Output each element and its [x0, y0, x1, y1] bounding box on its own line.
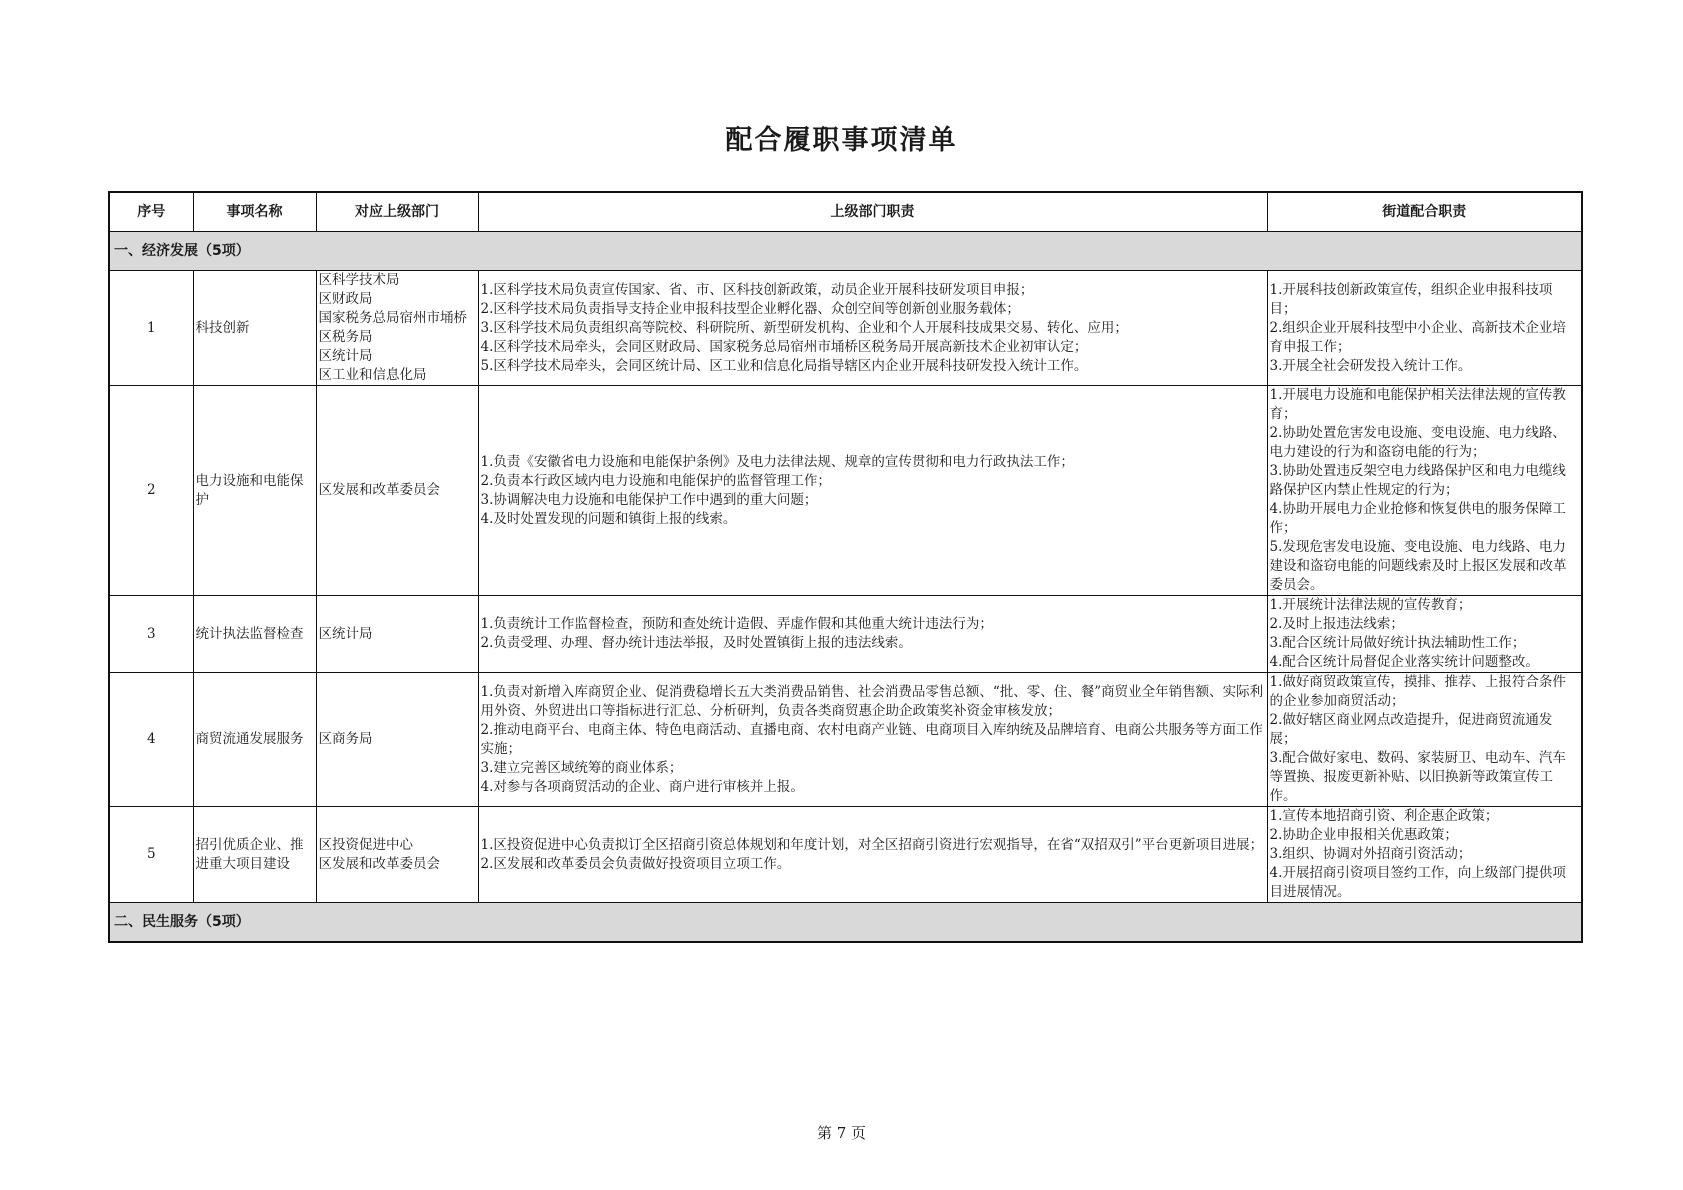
text-line: 区工业和信息化局	[318, 367, 427, 383]
text-line: 2.协助企业申报相关优惠政策；	[1269, 827, 1458, 843]
text-line: 4.对参与各项商贸活动的企业、商户进行审核并上报。	[480, 778, 804, 795]
text-line: 5.区科学技术局牵头，会同区统计局、区工业和信息化局指导辖区内企业开展科技研发投入统计工作。	[480, 357, 1088, 374]
header-item-name: 事项名称	[193, 192, 316, 232]
section-row	[109, 903, 1582, 943]
cooperation-cell	[1267, 596, 1582, 673]
department-cell	[316, 673, 478, 807]
duty-table	[108, 191, 1583, 943]
table-row	[109, 596, 1582, 673]
text-line: 1.负责统计工作监督检查，预防和查处统计造假、弄虚作假和其他重大统计违法行为；	[480, 616, 993, 632]
table-body	[109, 232, 1582, 943]
text-line: 2.负责受理、办理、督办统计违法举报，及时处置镇街上报的违法线索。	[480, 635, 912, 651]
cooperation-cell	[1267, 673, 1582, 807]
table-row	[109, 673, 1582, 807]
text-line: 区发展和改革委员会	[318, 482, 440, 498]
text-line: 2.负责本行政区域内电力设施和电能保护的监督管理工作；	[480, 472, 831, 489]
text-line: 3.开展全社会研发投入统计工作。	[1269, 357, 1472, 374]
text-line: 1.区科学技术局负责宣传国家、省、市、区科技创新政策，动员企业开展科技研发项目申报；	[480, 281, 1034, 298]
text-line: 3.协调解决电力设施和电能保护工作中遇到的重大问题；	[480, 491, 818, 508]
text-line: 1.开展电力设施和电能保护相关法律法规的宣传教育；	[1269, 387, 1566, 422]
text-line: 1.负责《安徽省电力设施和电能保护条例》及电力法律法规、规章的宣传贯彻和电力行政执法工作；	[480, 453, 1074, 470]
text-line: 3.建立完善区域统筹的商业体系；	[480, 759, 683, 776]
text-line: 2.推动电商平台、电商主体、特色电商活动、直播电商、农村电商产业链、电商项目入库纳统及品牌培育、电商公共服务等方面工作实施；	[480, 721, 1263, 757]
text-line: 4.配合区统计局督促企业落实统计问题整改。	[1269, 654, 1539, 670]
text-line: 区科学技术局	[318, 272, 400, 288]
table-row	[109, 271, 1582, 386]
row-number: 2	[109, 386, 193, 596]
text-line: 3.区科学技术局负责组织高等院校、科研院所、新型研发机构、企业和个人开展科技成果交易、转化、应用；	[480, 319, 1128, 336]
text-line: 区商务局	[318, 731, 373, 747]
item-name: 统计执法监督检查	[193, 596, 316, 673]
department-cell	[316, 807, 478, 903]
text-line: 4.协助开展电力企业抢修和恢复供电的服务保障工作；	[1269, 501, 1566, 536]
text-line: 3.协助处置违反架空电力线路保护区和电力电缆线路保护区内禁止性规定的行为；	[1269, 463, 1566, 498]
text-line: 1.开展统计法律法规的宣传教育；	[1269, 597, 1472, 613]
page-number: 第 7 页	[816, 1124, 867, 1142]
row-number: 5	[109, 807, 193, 903]
section-row	[109, 232, 1582, 271]
item-name: 招引优质企业、推进重大项目建设	[193, 807, 316, 903]
text-line: 区财政局	[318, 291, 373, 307]
header-cooperation: 街道配合职责	[1267, 192, 1582, 232]
header-no: 序号	[109, 192, 193, 232]
header-department: 对应上级部门	[316, 192, 478, 232]
cooperation-cell	[1267, 386, 1582, 596]
text-line: 2.组织企业开展科技型中小企业、高新技术企业培育申报工作；	[1269, 319, 1566, 355]
table-row	[109, 386, 1582, 596]
text-line: 3.配合做好家电、数码、家装厨卫、电动车、汽车等置换、报废更新补贴、以旧换新等政策宣传工作。	[1269, 750, 1566, 804]
header-row	[109, 192, 1582, 232]
text-line: 2.及时上报违法线索；	[1269, 616, 1404, 632]
text-line: 1.开展科技创新政策宣传，组织企业申报科技项目；	[1269, 281, 1553, 317]
cooperation-cell	[1267, 271, 1582, 386]
row-number: 4	[109, 673, 193, 807]
text-line: 2.做好辖区商业网点改造提升，促进商贸流通发展；	[1269, 712, 1553, 747]
text-line: 1.负责对新增入库商贸企业、促消费稳增长五大类消费品销售、社会消费品零售总额、“批、零、住、餐”商贸业全年销售额、实际利用外资、外贸进出口等指标进行汇总、分析研判，负责各类商贸惠企助企政策奖补资金审核发放；	[480, 683, 1264, 719]
text-line: 2.区科学技术局负责指导支持企业申报科技型企业孵化器、众创空间等创新创业服务载体；	[480, 300, 1020, 317]
section-label: 二、民生服务（5项）	[109, 903, 1582, 943]
text-line: 2.协助处置危害发电设施、变电设施、电力线路、电力建设的行为和盗窃电能的行为；	[1269, 425, 1566, 460]
text-line: 4.区科学技术局牵头，会同区财政局、国家税务总局宿州市埇桥区税务局开展高新技术企业初审认定；	[480, 338, 1088, 355]
text-line: 3.配合区统计局做好统计执法辅助性工作；	[1269, 635, 1526, 651]
text-line: 2.区发展和改革委员会负责做好投资项目立项工作。	[480, 855, 791, 872]
text-line: 5.发现危害发电设施、变电设施、电力线路、电力建设和盗窃电能的问题线索及时上报区发展和改革委员会。	[1269, 539, 1567, 593]
text-line: 1.宣传本地招商引资、利企惠企政策；	[1269, 808, 1499, 824]
text-line: 4.及时处置发现的问题和镇街上报的线索。	[480, 510, 737, 527]
department-cell	[316, 596, 478, 673]
text-line: 区统计局	[318, 625, 373, 642]
row-number: 1	[109, 271, 193, 386]
item-name: 科技创新	[193, 271, 316, 386]
text-line: 4.开展招商引资项目签约工作，向上级部门提供项目进展情况。	[1269, 865, 1566, 900]
section-label: 一、经济发展（5项）	[109, 232, 1582, 271]
text-line: 3.组织、协调对外招商引资活动；	[1269, 846, 1472, 862]
text-line: 区统计局	[318, 348, 373, 364]
duties-cell	[478, 673, 1267, 807]
text-line: 区发展和改革委员会	[318, 855, 440, 872]
duties-cell	[478, 271, 1267, 386]
text-line: 国家税务总局宿州市埇桥区税务局	[318, 310, 467, 345]
text-line: 1.做好商贸政策宣传，摸排、推荐、上报符合条件的企业参加商贸活动；	[1269, 674, 1566, 709]
text-line: 1.区投资促进中心负责拟订全区招商引资总体规划和年度计划，对全区招商引资进行宏观指导，在省“双招双引”平台更新项目进展；	[480, 836, 1264, 853]
department-cell	[316, 271, 478, 386]
page-title: 配合履职事项清单	[725, 125, 958, 156]
item-name: 商贸流通发展服务	[193, 673, 316, 807]
text-line: 区投资促进中心	[318, 836, 413, 853]
table-row	[109, 807, 1582, 903]
duties-cell	[478, 596, 1267, 673]
duties-cell	[478, 807, 1267, 903]
item-name: 电力设施和电能保护	[193, 386, 316, 596]
department-cell	[316, 386, 478, 596]
duties-cell	[478, 386, 1267, 596]
row-number: 3	[109, 596, 193, 673]
cooperation-cell	[1267, 807, 1582, 903]
header-duties: 上级部门职责	[478, 192, 1267, 232]
